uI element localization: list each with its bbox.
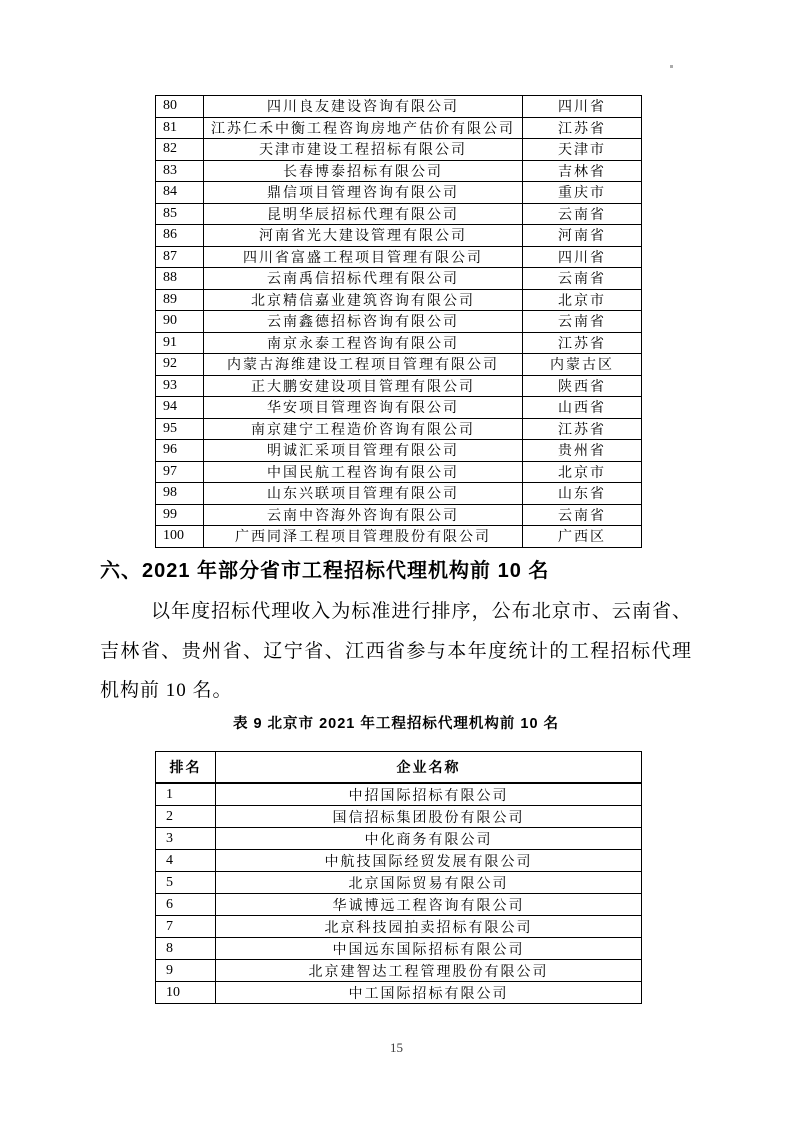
company-cell: 中国民航工程咨询有限公司 (204, 461, 523, 483)
column-header-rank: 排名 (156, 752, 216, 784)
company-cell: 北京精信嘉业建筑咨询有限公司 (204, 289, 523, 311)
province-cell: 重庆市 (523, 182, 642, 204)
company-cell: 山东兴联项目管理有限公司 (204, 483, 523, 505)
rank-cell: 10 (156, 982, 216, 1004)
header-row (156, 752, 642, 784)
company-cell: 江苏仁禾中衡工程咨询房地产估价有限公司 (204, 117, 523, 139)
table-row (156, 483, 642, 505)
province-cell: 江苏省 (523, 332, 642, 354)
section-heading: 六、2021 年部分省市工程招标代理机构前 10 名 (100, 560, 550, 582)
province-cell: 云南省 (523, 504, 642, 526)
beijing-top10-table (155, 751, 642, 1004)
bj-table-head (156, 752, 642, 784)
table9-caption: 表 9 北京市 2021 年工程招标代理机构前 10 名 (232, 716, 560, 732)
rank-cell: 9 (156, 960, 216, 982)
table-row (156, 960, 642, 982)
table-row (156, 311, 642, 333)
company-cell: 四川良友建设咨询有限公司 (204, 96, 523, 118)
rank-cell: 8 (156, 938, 216, 960)
province-cell: 山西省 (523, 397, 642, 419)
table-row (156, 783, 642, 806)
rank-cell: 81 (156, 117, 204, 139)
rank-cell: 92 (156, 354, 204, 376)
province-cell: 内蒙古区 (523, 354, 642, 376)
rank-cell: 98 (156, 483, 204, 505)
province-cell: 北京市 (523, 289, 642, 311)
province-cell: 云南省 (523, 203, 642, 225)
company-cell: 南京永泰工程咨询有限公司 (204, 332, 523, 354)
rank-cell: 2 (156, 806, 216, 828)
rank-cell: 94 (156, 397, 204, 419)
province-cell: 天津市 (523, 139, 642, 161)
table-row (156, 938, 642, 960)
rank-cell: 5 (156, 872, 216, 894)
company-cell: 云南鑫德招标咨询有限公司 (204, 311, 523, 333)
company-cell: 内蒙古海维建设工程项目管理有限公司 (204, 354, 523, 376)
rank-cell: 88 (156, 268, 204, 290)
table-row (156, 504, 642, 526)
company-cell: 昆明华辰招标代理有限公司 (204, 203, 523, 225)
rank-cell: 99 (156, 504, 204, 526)
province-cell: 河南省 (523, 225, 642, 247)
table-row (156, 96, 642, 118)
company-cell: 云南禹信招标代理有限公司 (204, 268, 523, 290)
table-row (156, 182, 642, 204)
rank-cell: 82 (156, 139, 204, 161)
company-cell: 北京国际贸易有限公司 (216, 872, 642, 894)
table-row (156, 289, 642, 311)
rank-cell: 3 (156, 828, 216, 850)
table-row (156, 526, 642, 548)
column-header-company: 企业名称 (216, 752, 642, 784)
province-cell: 吉林省 (523, 160, 642, 182)
company-cell: 中招国际招标有限公司 (216, 783, 642, 806)
company-cell: 中工国际招标有限公司 (216, 982, 642, 1004)
rank-cell: 96 (156, 440, 204, 462)
province-cell: 江苏省 (523, 117, 642, 139)
rank-cell: 83 (156, 160, 204, 182)
rank-cell: 1 (156, 783, 216, 806)
rank-cell: 84 (156, 182, 204, 204)
rank-cell: 85 (156, 203, 204, 225)
company-cell: 中航技国际经贸发展有限公司 (216, 850, 642, 872)
province-cell: 云南省 (523, 268, 642, 290)
rank-cell: 87 (156, 246, 204, 268)
rank-cell: 6 (156, 894, 216, 916)
company-cell: 华安项目管理咨询有限公司 (204, 397, 523, 419)
company-cell: 云南中咨海外咨询有限公司 (204, 504, 523, 526)
company-cell: 明诚汇采项目管理有限公司 (204, 440, 523, 462)
table-row (156, 203, 642, 225)
province-cell: 云南省 (523, 311, 642, 333)
table-row (156, 332, 642, 354)
page-number: 15 (390, 1040, 403, 1055)
rank-cell: 100 (156, 526, 204, 548)
company-cell: 北京建智达工程管理股份有限公司 (216, 960, 642, 982)
province-cell: 江苏省 (523, 418, 642, 440)
rank-cell: 90 (156, 311, 204, 333)
rank-table-body (156, 96, 642, 548)
company-cell: 广西同泽工程项目管理股份有限公司 (204, 526, 523, 548)
province-cell: 北京市 (523, 461, 642, 483)
province-cell: 陕西省 (523, 375, 642, 397)
company-cell: 中国远东国际招标有限公司 (216, 938, 642, 960)
table-row (156, 850, 642, 872)
bj-table-body (156, 783, 642, 1004)
company-cell: 鼎信项目管理咨询有限公司 (204, 182, 523, 204)
rank-cell: 86 (156, 225, 204, 247)
stray-scan-mark (670, 65, 673, 68)
table-row (156, 418, 642, 440)
company-cell: 华诚博远工程咨询有限公司 (216, 894, 642, 916)
section-paragraph: 以年度招标代理收入为标准进行排序，公布北京市、云南省、吉林省、贵州省、辽宁省、江西省参与本年度统计的工程招标代理机构前 10 名。 (100, 601, 692, 701)
table-row (156, 806, 642, 828)
rank-cell: 89 (156, 289, 204, 311)
table-row (156, 828, 642, 850)
table-row (156, 268, 642, 290)
rank-cell: 4 (156, 850, 216, 872)
rank-cell: 7 (156, 916, 216, 938)
table-row (156, 461, 642, 483)
province-cell: 广西区 (523, 526, 642, 548)
province-cell: 四川省 (523, 96, 642, 118)
rank-cell: 97 (156, 461, 204, 483)
company-cell: 中化商务有限公司 (216, 828, 642, 850)
rank-cell: 95 (156, 418, 204, 440)
table-row (156, 916, 642, 938)
table-row (156, 139, 642, 161)
rank-cell: 80 (156, 96, 204, 118)
company-cell: 北京科技园拍卖招标有限公司 (216, 916, 642, 938)
company-cell: 正大鹏安建设项目管理有限公司 (204, 375, 523, 397)
table-row (156, 982, 642, 1004)
company-cell: 南京建宁工程造价咨询有限公司 (204, 418, 523, 440)
province-cell: 贵州省 (523, 440, 642, 462)
company-cell: 国信招标集团股份有限公司 (216, 806, 642, 828)
rank-cell: 91 (156, 332, 204, 354)
province-cell: 山东省 (523, 483, 642, 505)
national-rank-table-80-100 (155, 95, 642, 548)
province-cell: 四川省 (523, 246, 642, 268)
company-cell: 四川省富盛工程项目管理有限公司 (204, 246, 523, 268)
table-row (156, 397, 642, 419)
table-row (156, 246, 642, 268)
table-row (156, 117, 642, 139)
table-row (156, 440, 642, 462)
table-row (156, 894, 642, 916)
table-row (156, 872, 642, 894)
rank-cell: 93 (156, 375, 204, 397)
table-row (156, 160, 642, 182)
company-cell: 河南省光大建设管理有限公司 (204, 225, 523, 247)
company-cell: 长春博泰招标有限公司 (204, 160, 523, 182)
table-row (156, 225, 642, 247)
table-row (156, 375, 642, 397)
table-row (156, 354, 642, 376)
company-cell: 天津市建设工程招标有限公司 (204, 139, 523, 161)
